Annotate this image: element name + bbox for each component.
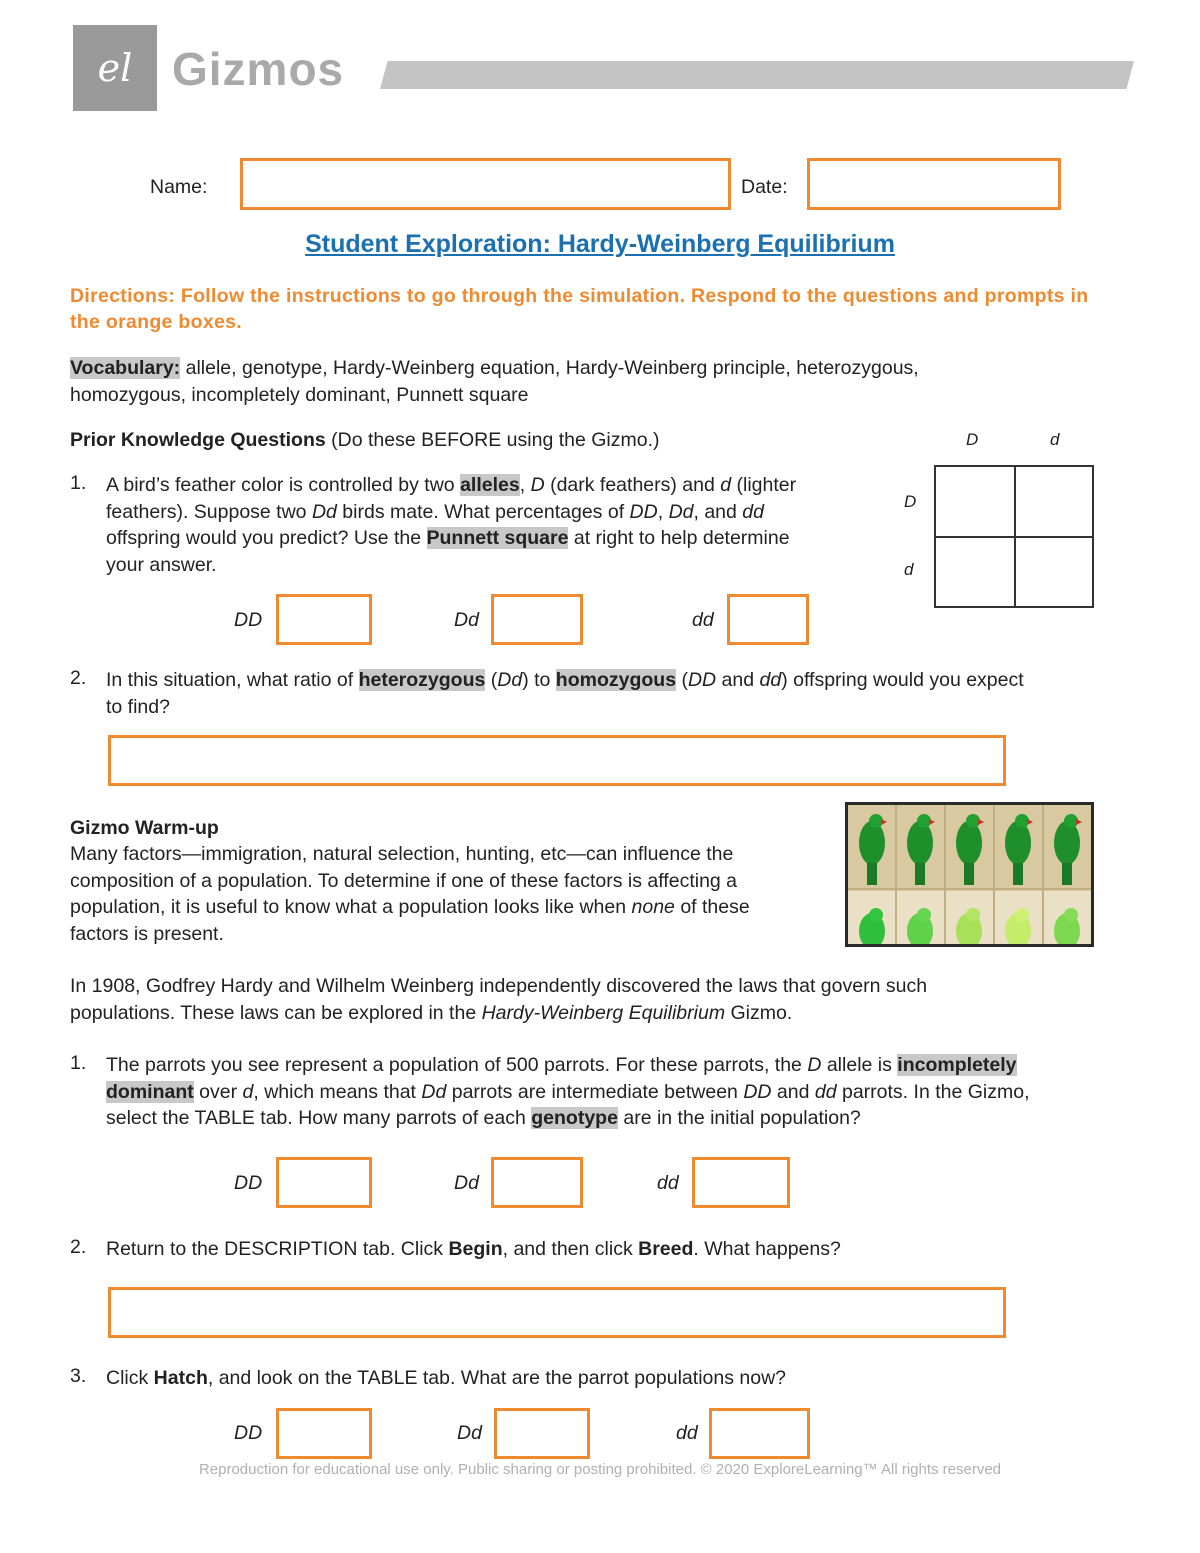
punnett-top-label-1: D (966, 430, 979, 449)
warmup-q1-box-dd[interactable] (692, 1157, 790, 1208)
warmup-q1-label-dd: dd (657, 1172, 679, 1194)
warmup-q1-box-DD[interactable] (276, 1157, 372, 1208)
parrot-population-image (845, 802, 1094, 947)
warmup-q3-box-Dd[interactable] (494, 1408, 590, 1459)
name-label: Name: (150, 176, 208, 198)
punnett-square[interactable] (934, 465, 1094, 608)
warmup-paragraph-2: In 1908, Godfrey Hardy and Wilhelm Weinberg independently discovered the laws that govern such populations. These laws can be explored in the Hardy-Weinberg Equilibrium Gizmo. (70, 975, 928, 1024)
punnett-top-label-2: d (1050, 430, 1060, 449)
logo-mark: el (73, 25, 157, 111)
prior-knowledge-heading: Prior Knowledge Questions (Do these BEFORE using the Gizmo.) (70, 429, 660, 451)
answer-label-dd-upper: DD (234, 609, 263, 631)
page-title: Student Exploration: Hardy-Weinberg Equilibrium (305, 230, 895, 258)
header-bar (380, 61, 1134, 89)
vocabulary: Vocabulary: allele, genotype, Hardy-Weinberg equation, Hardy-Weinberg principle, heterozygous, homozygous, incompletely dominant, Punnett square (70, 357, 919, 406)
answer-box-Dd[interactable] (491, 594, 583, 645)
warmup-q3-label-DD: DD (234, 1422, 263, 1444)
directions: Directions: Follow the instructions to go through the simulation. Respond to the questions and prompts in the orange boxes. (70, 285, 1089, 333)
name-field[interactable] (240, 158, 731, 210)
warmup-q1-box-Dd[interactable] (491, 1157, 583, 1208)
warmup-q3-box-dd[interactable] (709, 1408, 810, 1459)
answer-box-DD[interactable] (276, 594, 372, 645)
brand-name: Gizmos (172, 43, 345, 95)
date-label: Date: (741, 176, 788, 198)
warmup-q3-label-Dd: Dd (457, 1422, 482, 1444)
warmup-heading: Gizmo Warm-up (70, 817, 219, 839)
warmup-q3-box-DD[interactable] (276, 1408, 372, 1459)
warmup-q1-label-Dd: Dd (454, 1172, 479, 1194)
warmup-q1-label-DD: DD (234, 1172, 263, 1194)
answer-box-dd[interactable] (727, 594, 809, 645)
answer-label-Dd: Dd (454, 609, 479, 631)
breed-answer-box[interactable] (108, 1287, 1006, 1338)
answer-label-dd: dd (692, 609, 714, 631)
punnett-side-label-1: D (904, 492, 917, 511)
vocabulary-label: Vocabulary: (70, 357, 181, 379)
punnett-side-label-2: d (904, 560, 914, 579)
warmup-paragraph-1: Many factors—immigration, natural selection, hunting, etc—can influence the composition of a population. To determine if one of these factors is affecting a population, it is useful to know what a population looks like when none of these factors is present. (70, 843, 750, 945)
warmup-q3-label-dd: dd (676, 1422, 698, 1444)
parrot-illustration (848, 805, 1091, 944)
ratio-answer-box[interactable] (108, 735, 1006, 786)
date-field[interactable] (807, 158, 1061, 210)
footer-copyright: Reproduction for educational use only. Public sharing or posting prohibited. © 2020 ExploreLearning™ All rights reserved (198, 1461, 1002, 1478)
